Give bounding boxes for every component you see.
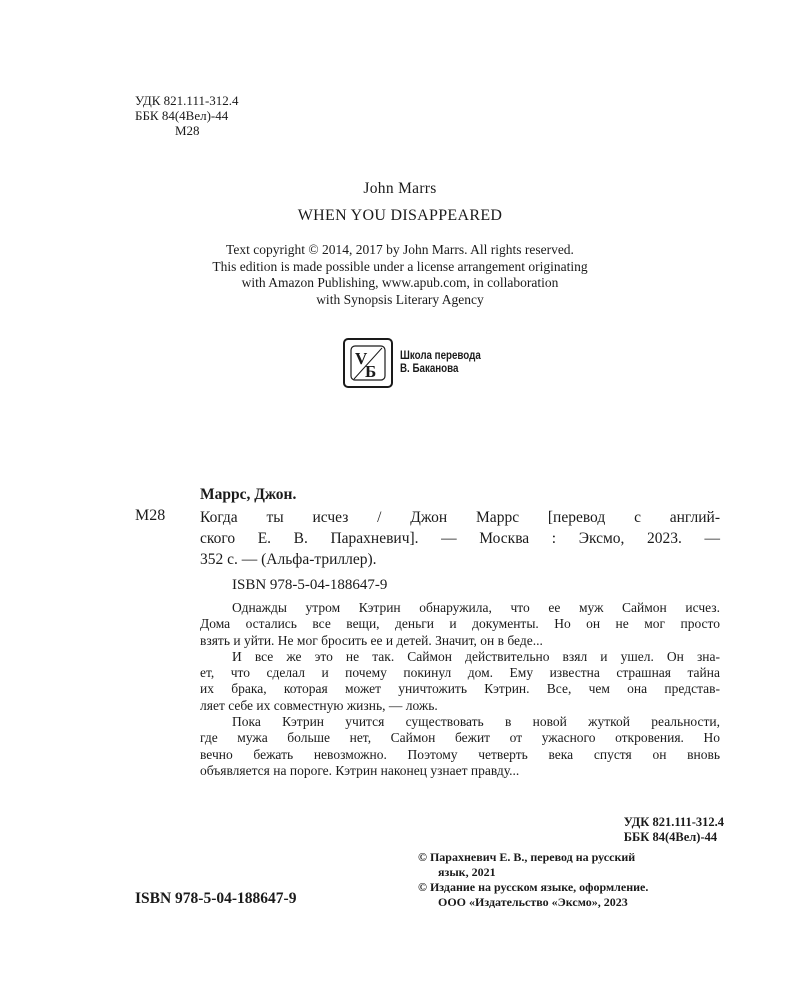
annotation-line: Пока Кэтрин учится существовать в новой жуткой реальности, xyxy=(232,714,720,730)
top-classification-block xyxy=(135,93,239,138)
catalog-line: ского Е. В. Парахневич]. — Москва : Эксмо, 2023. — xyxy=(200,530,720,547)
copyright-line: with Amazon Publishing, www.apub.com, in collaboration xyxy=(241,275,559,290)
author-mark: М28 xyxy=(175,123,200,138)
catalog-line: 352 с. — (Альфа-триллер). xyxy=(200,551,377,568)
annotation-line: где мужа больше нет, Саймон бежит от ужасного откровения. Но xyxy=(200,730,720,746)
catalog-isbn: ISBN 978-5-04-188647-9 xyxy=(232,577,388,593)
copyright-line: with Synopsis Literary Agency xyxy=(316,291,484,307)
copyright-ru-line: © Парахневич Е. В., перевод на русский xyxy=(418,850,636,864)
annotation-line: ляет себе их совместную жизнь, — ложь. xyxy=(200,697,438,713)
annotation-line: объявляется на пороге. Кэтрин наконец узнает правду... xyxy=(200,762,520,778)
catalog-author-mark: М28 xyxy=(135,507,166,524)
catalog-description xyxy=(200,507,720,570)
svg-text:Б: Б xyxy=(365,362,377,381)
vb-school-logo-icon xyxy=(343,338,393,388)
original-author: John Marrs xyxy=(363,180,437,197)
book-annotation xyxy=(200,600,720,779)
annotation-line: Однажды утром Кэтрин обнаружила, что ее муж Саймон исчез. xyxy=(232,600,720,615)
russian-copyright-notice xyxy=(418,850,648,910)
copyright-ru-line: © Издание на русском языке, оформление. xyxy=(418,880,649,894)
copyright-ru-line: язык, 2021 xyxy=(438,865,496,879)
annotation-line: вечно бежать невозможно. Поэтому четверть века спустя он вновь xyxy=(200,746,720,762)
bottom-classification-block xyxy=(624,815,724,845)
original-title: WHEN YOU DISAPPEARED xyxy=(297,207,503,224)
translation-school-logo xyxy=(343,338,495,388)
svg-text:V: V xyxy=(355,349,368,368)
original-copyright-notice xyxy=(0,242,800,308)
annotation-line: взять и уйти. Не мог бросить ее и детей. Значит, он в беде... xyxy=(200,632,543,648)
copyright-line: Text copyright © 2014, 2017 by John Marrs. All rights reserved. xyxy=(226,242,574,257)
bbk-code-bottom: ББК 84(4Вел)-44 xyxy=(623,830,718,844)
logo-caption: Школа перевода В. Баканова xyxy=(400,350,481,375)
annotation-line: Дома остались все вещи, деньги и документы. Но он не мог просто xyxy=(200,616,720,632)
bbk-code: ББК 84(4Вел)-44 xyxy=(135,108,229,123)
udk-code-bottom: УДК 821.111-312.4 xyxy=(623,815,724,829)
copyright-ru-line: ООО «Издательство «Эксмо», 2023 xyxy=(438,895,628,909)
annotation-line: их брака, которая может уничтожить Кэтрин. Все, чем она представ- xyxy=(200,681,720,697)
udk-code: УДК 821.111-312.4 xyxy=(135,93,239,108)
copyright-line: This edition is made possible under a license arrangement originating xyxy=(212,258,588,274)
catalog-author-heading: Маррс, Джон. xyxy=(200,486,297,503)
annotation-line: ет, что сделал и почему покинул дом. Ему известна страшная тайна xyxy=(200,665,720,681)
catalog-line: Когда ты исчез / Джон Маррс [перевод с англий- xyxy=(200,509,720,526)
annotation-line: И все же это не так. Саймон действительно взял и ушел. Он зна- xyxy=(232,648,720,664)
bottom-isbn: ISBN 978-5-04-188647-9 xyxy=(135,890,297,907)
